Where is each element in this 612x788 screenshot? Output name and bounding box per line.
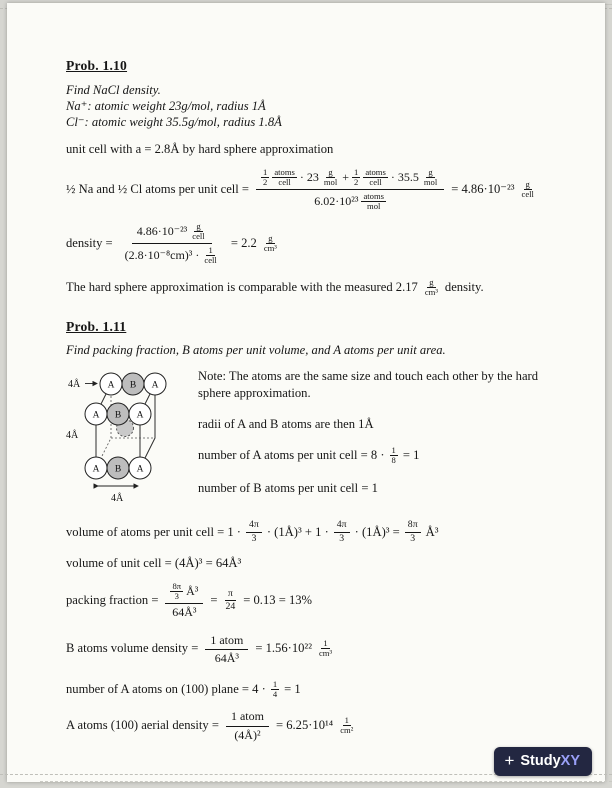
math-fraction: [190, 222, 206, 241]
problem-111-title: Prob. 1.11: [66, 319, 127, 335]
atom-label-a: A: [92, 464, 100, 475]
math-text: · 35.5: [390, 170, 419, 185]
math-text: = 1: [402, 448, 420, 463]
math-text: =: [210, 592, 218, 607]
denominator: cell: [521, 188, 534, 199]
denominator: mol: [367, 201, 381, 212]
unit-cell-diagram: [66, 368, 184, 510]
math-text: volume of atoms per unit cell = 1 ·: [66, 524, 241, 539]
atom-label-a: A: [136, 464, 144, 475]
math-text: · 23: [299, 170, 319, 185]
numerator: g: [525, 178, 530, 189]
math-fraction: [222, 589, 238, 613]
math-text: = 1: [284, 682, 301, 697]
denominator: mol: [423, 177, 438, 188]
figure-side-notes: [198, 368, 554, 510]
numerator: 4π: [246, 520, 262, 532]
math-text: Å³: [425, 524, 439, 539]
fraction-denominator: [167, 604, 201, 619]
logo-study-text: Study: [520, 753, 561, 769]
fraction-numerator: [226, 709, 269, 726]
atom-label-b: B: [129, 380, 137, 391]
b-atoms-volume-density-formula: [66, 633, 582, 666]
a-atoms-count-line: [198, 446, 554, 465]
math-fraction: [317, 639, 334, 658]
a-atoms-aerial-density-formula: [66, 709, 582, 742]
math-text: Å³: [186, 583, 199, 598]
denominator: cell: [369, 177, 382, 188]
math-fraction: [272, 168, 297, 187]
denominator: cm³: [424, 287, 438, 298]
fraction-numerator: [132, 221, 212, 244]
denominator: 3: [174, 591, 179, 602]
denominator: cell: [192, 231, 205, 242]
math-fraction: [520, 180, 536, 199]
dimension-labels: [66, 378, 138, 504]
formula-lead: packing fraction =: [66, 592, 159, 607]
math-text: (4Å)²: [234, 727, 261, 742]
atom-label-b: B: [114, 464, 122, 475]
math-fraction: [405, 520, 421, 544]
math-text: (2.8·10⁻⁸cm)³ ·: [124, 248, 200, 263]
math-fraction: [390, 446, 398, 465]
radii-statement: radii of A and B atoms are then 1Å: [198, 417, 374, 432]
numerator: atoms: [365, 167, 386, 178]
math-fraction: [423, 278, 440, 297]
document-content: [66, 58, 582, 742]
math-text: number of A atoms per unit cell = 8 ·: [198, 448, 385, 463]
math-text: number of A atoms on (100) plane = 4 ·: [66, 682, 266, 697]
math-text: +: [342, 170, 350, 185]
fraction-numerator: [205, 633, 248, 650]
atom-label-a: A: [151, 380, 159, 391]
math-fraction: [165, 581, 203, 619]
math-text: · (1Å)³ =: [354, 524, 400, 539]
math-fraction: [246, 520, 262, 544]
sentence-text: density.: [444, 280, 484, 295]
density-formula: [66, 221, 582, 265]
a-atoms-100-count-line: [66, 680, 582, 699]
denominator: cell: [278, 177, 291, 188]
studyxy-logo: [494, 747, 592, 776]
fraction-numerator: [256, 167, 444, 190]
denominator: mol: [323, 177, 338, 188]
math-fraction: [120, 221, 224, 265]
numerator: atoms: [274, 167, 295, 178]
numerator: g: [196, 221, 201, 232]
math-fraction: [352, 168, 360, 187]
numerator: 8π: [405, 520, 421, 532]
math-text: · (1Å)³ + 1 ·: [266, 524, 329, 539]
denominator: cm³: [263, 242, 277, 253]
atom-label-a: A: [92, 410, 100, 421]
fraction-denominator: [229, 727, 265, 742]
numerator: 1: [354, 167, 359, 178]
atom-label-a: A: [107, 380, 115, 391]
figure-row: [66, 368, 582, 510]
math-fraction: [170, 582, 183, 601]
given-line: Find NaCl density.: [66, 83, 161, 97]
formula-lead: A atoms (100) aerial density =: [66, 718, 219, 733]
numerator: 1: [323, 638, 328, 649]
numerator: g: [428, 167, 433, 178]
math-text: 64Å³: [214, 650, 239, 665]
logo-text: [520, 753, 580, 769]
numerator: 1: [208, 245, 213, 256]
numerator: atoms: [363, 191, 384, 202]
formula-result: = 0.13 = 13%: [243, 592, 313, 607]
problem-110-title: Prob. 1.10: [66, 58, 128, 73]
numerator: 1: [391, 445, 396, 456]
atom-label-a: A: [136, 410, 144, 421]
scan-artifact-line: [40, 781, 612, 782]
fraction-denominator: [210, 650, 244, 665]
closing-sentence: [66, 278, 582, 297]
denominator: 3: [251, 532, 257, 544]
logo-xy-text: XY: [560, 753, 580, 769]
atom-label-b: B: [114, 410, 122, 421]
formula-result: = 6.25·10¹⁴: [275, 718, 334, 733]
denominator: cell: [204, 255, 217, 266]
numerator: 1: [263, 167, 268, 178]
math-fraction: [256, 167, 444, 211]
numerator: 8π: [172, 581, 182, 592]
numerator: 4π: [334, 520, 350, 532]
formula-lead: density =: [66, 235, 113, 250]
volume-of-unit-cell-line: volume of unit cell = (4Å)³ = 64Å³: [66, 556, 242, 571]
numerator: π: [225, 589, 236, 601]
math-fraction: [271, 680, 279, 699]
formula-lead: ½ Na and ½ Cl atoms per unit cell =: [66, 181, 250, 196]
formula-result: = 1.56·10²²: [255, 641, 312, 656]
math-text: 4.86·10⁻²³: [136, 224, 188, 239]
b-atoms-count-line: number of B atoms per unit cell = 1: [198, 481, 378, 496]
fraction-denominator: [120, 244, 224, 265]
math-text: 1 atom: [230, 709, 264, 724]
denominator: 8: [391, 455, 396, 466]
plus-icon: +: [504, 751, 515, 770]
math-fraction: [361, 192, 386, 211]
denominator: 2: [263, 177, 268, 188]
math-fraction: [205, 633, 248, 666]
formula-lead: B atoms volume density =: [66, 641, 199, 656]
math-fraction: [422, 168, 439, 187]
unit-cell-statement: unit cell with a = 2.8Å by hard sphere approximation: [66, 142, 334, 157]
numerator: g: [429, 277, 434, 288]
math-fraction: [226, 709, 269, 742]
formula-result: = 4.86·10⁻²³: [451, 182, 515, 197]
math-fraction: [262, 234, 279, 253]
dimension-label: 4Å: [66, 430, 79, 442]
math-text: 6.02·10²³: [314, 194, 359, 209]
given-line: Na⁺: atomic weight 23g/mol, radius 1Å: [66, 99, 266, 114]
packing-fraction-formula: [66, 581, 582, 619]
math-fraction: [261, 168, 269, 187]
dimension-label: 4Å: [111, 493, 124, 505]
math-text: 1 atom: [210, 632, 244, 647]
math-text: 64Å³: [172, 605, 197, 620]
denominator: cm³: [318, 648, 333, 659]
fraction-denominator: [309, 190, 391, 211]
sentence-text: The hard sphere approximation is comparable with the measured 2.17: [66, 280, 418, 295]
problem-110-given: [66, 82, 582, 130]
numerator: 1: [344, 715, 349, 726]
given-line: Cl⁻: atomic weight 35.5g/mol, radius 1.8Å: [66, 115, 282, 130]
problem-111-intro: Find packing fraction, B atoms per unit volume, and A atoms per unit area.: [66, 343, 446, 358]
denominator: 4: [272, 689, 278, 700]
formula-result: = 2.2: [230, 235, 257, 250]
denominator: 3: [410, 532, 416, 544]
denominator: 24: [225, 600, 236, 612]
numerator: 1: [272, 679, 278, 690]
denominator: cm²: [340, 725, 354, 736]
note-text: Note: The atoms are the same size and touch each other by the hard sphere approximation.: [198, 369, 539, 400]
numerator: g: [328, 167, 333, 178]
math-fraction: [334, 520, 350, 544]
fraction-numerator: [165, 581, 203, 604]
volume-of-atoms-line: [66, 520, 582, 544]
math-fraction: [363, 168, 388, 187]
math-fraction: [202, 246, 218, 265]
dimension-label: 4Å: [68, 379, 81, 391]
denominator: 2: [354, 177, 359, 188]
atoms-per-unit-cell-formula: [66, 167, 582, 211]
math-fraction: [338, 716, 355, 735]
numerator: g: [268, 232, 273, 243]
denominator: 3: [339, 532, 345, 544]
math-fraction: [322, 168, 339, 187]
